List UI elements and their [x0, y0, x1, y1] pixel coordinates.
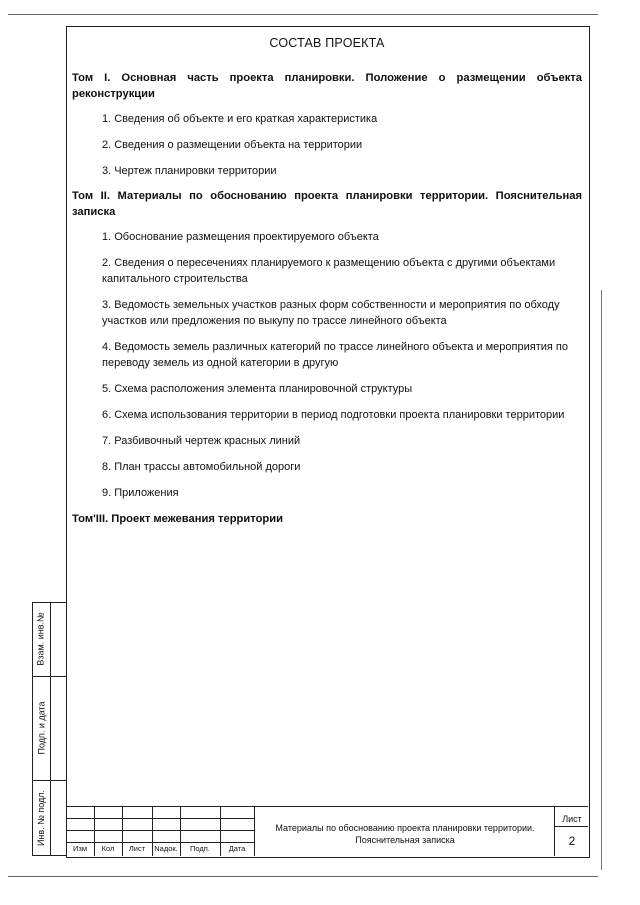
list-item: 2. Сведения о размещении объекта на территории — [102, 139, 363, 151]
stamp-title-line1: Материалы по обоснованию проекта планировки территории. — [275, 823, 535, 833]
document-title: СОСТАВ ПРОЕКТА — [269, 36, 385, 50]
list-item: 8. План трассы автомобильной дороги — [102, 461, 301, 473]
stamp-col-ndok: Nадок. — [154, 844, 178, 853]
scan-edge-top — [8, 14, 598, 15]
list-item: 5. Схема расположения элемента планировочной структуры — [102, 383, 413, 395]
stamp-col-line — [254, 806, 255, 856]
stamp-sheet-number: 2 — [568, 834, 576, 848]
list-item: 1. Сведения об объекте и его краткая характеристика — [102, 113, 378, 125]
stamp-col-kol: Кол — [101, 844, 115, 853]
volume-2-heading: Том II. Материалы по обоснованию проекта планировки территории. Пояснительная записка — [72, 190, 582, 218]
stamp-title-line2: Пояснительная записка — [355, 835, 455, 845]
scan-edge-right — [601, 290, 602, 870]
stamp-sheet-line — [554, 826, 588, 827]
document-content — [72, 70, 582, 527]
list-item: 9. Приложения — [102, 487, 179, 499]
stamp-col-izm: Изм — [73, 844, 87, 853]
stamp-title — [256, 822, 554, 846]
list-item: 6. Схема использования территории в период подготовки проекта планировки территории — [102, 409, 565, 421]
list-item: 2. Сведения о пересечениях планируемого к размещению объекта с другими объектами капитального строительства — [102, 257, 556, 285]
sidebar-label-signature-date: Подп. и дата — [36, 701, 47, 755]
list-item: 4. Ведомость земель различных категорий по трассе линейного объекта и мероприятия по переводу земель из одной категории в другую — [102, 341, 568, 369]
scan-edge-bottom — [8, 876, 598, 877]
stamp-sheet-label: Лист — [562, 814, 582, 824]
approval-sidebar — [32, 602, 66, 856]
stamp-col-list: Лист — [128, 844, 146, 853]
sidebar-label-inventory: Инв. № подл. — [36, 789, 46, 847]
volume-1-heading: Том I. Основная часть проекта планировки. Положение о размещении объекта реконструкции — [72, 72, 582, 100]
stamp-top-line — [66, 806, 588, 807]
list-item: 7. Разбивочный чертеж красных линий — [102, 435, 301, 447]
sidebar-divider — [50, 602, 51, 856]
sidebar-label-replacement: Взам. инв.№ — [36, 612, 47, 666]
stamp-col-line — [554, 806, 555, 856]
stamp-col-data: Дата — [228, 844, 246, 853]
list-item: 3. Чертеж планировки территории — [102, 165, 277, 177]
list-item: 3. Ведомость земельных участков разных форм собственности и мероприятия по обходу участков или предложения по выкупу по трассе линейного объекта — [102, 299, 560, 327]
list-item: 1. Обоснование размещения проектируемого объекта — [102, 231, 379, 243]
volume-3-heading: Том'III. Проект межевания территории — [72, 513, 283, 525]
stamp-col-podp: Подп. — [190, 844, 210, 853]
title-block — [66, 806, 588, 856]
